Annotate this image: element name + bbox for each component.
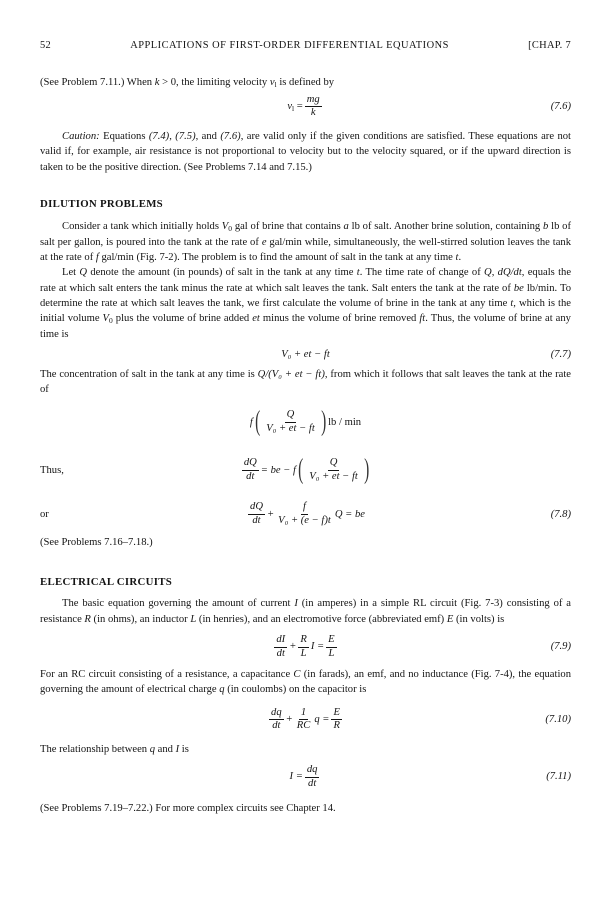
dilution-paragraph-1: Consider a tank which initially holds $V_0$ gal of brine that contains a lb of salt. Another brine solution, containing b lb of salt per gallon, is poured into the tank at the rate of e gal/min while, simultaneously, the well-stirred solution leaves the tank at the rate of f gal/min (Fig. 7-2). The problem is to find the amount of salt in the tank at any time t.	[40, 220, 571, 263]
equation-label: (7.7)	[550, 348, 571, 360]
running-head	[40, 38, 571, 53]
equation-thus: Thus, $\frac{dQ}{dt}$ = be − f ( $\frac{Q}{\text{V₀ + et − ft}}$ )	[40, 454, 370, 486]
thus-label: Thus,	[40, 464, 64, 476]
dilution-paragraph-3: The concentration of salt in the tank at any time is Q/(V₀ + et − ft), from which it follows that salt leaves the tank at the rate of	[40, 368, 572, 395]
document-page	[40, 38, 571, 816]
equation-label: (7.8)	[550, 508, 571, 520]
dilution-see-problems: (See Problems 7.16–7.18.)	[40, 537, 153, 549]
circuits-paragraph-3: The relationship between q and I is	[40, 743, 189, 755]
page-number: 52	[40, 40, 51, 51]
equation-label: (7.10)	[545, 714, 571, 726]
equation-7-10: $\frac{dq}{dt}$ + $\frac{1}{RC}$ q = $\frac{E}{R}$ (7.10)	[271, 706, 571, 732]
equation-outflow-rate: f ( $\frac{Q}{\text{V₀ + et − ft}}$ ) lb / min	[249, 406, 362, 438]
section-heading-dilution: DILUTION PROBLEMS	[40, 198, 163, 211]
equation-7-8: or $\frac{dQ}{dt}$ + $\frac{f}{\text{V₀ + (e − f)t}}$ Q = be (7.8)	[40, 501, 571, 526]
chapter-label: [CHAP. 7	[528, 40, 571, 51]
section-heading-circuits: ELECTRICAL CIRCUITS	[40, 575, 172, 588]
limiting-velocity-intro: (See Problem 7.11.) When k > 0, the limiting velocity $v_l$ is defined by	[40, 77, 335, 90]
equation-7-9: $\frac{dI}{dt}$ + $\frac{R}{L}$ I = $\frac{E}{L}$ (7.9)	[276, 633, 571, 659]
equation-label: (7.6)	[550, 101, 571, 113]
or-label: or	[40, 508, 49, 520]
equation-label: (7.9)	[550, 641, 571, 653]
running-title: APPLICATIONS OF FIRST-ORDER DIFFERENTIAL EQUATIONS	[130, 40, 449, 51]
equation-7-7: V₀ + et − ft (7.7)	[40, 343, 571, 367]
circuits-paragraph-2: For an RC circuit consisting of a resistance, a capacitance C (in farads), an emf, and no inductance (Fig. 7-4), the equation governing the amount of electrical charge q (in coulombs) on the capacitor is	[40, 669, 571, 696]
equation-7-11: I = $\frac{dq}{dt}$ (7.11)	[289, 763, 571, 789]
equation-7-6: $v_l$ = $\frac{mg}{k}$ (7.6)	[287, 93, 571, 119]
circuits-see-problems: (See Problems 7.19–7.22.) For more complex circuits see Chapter 14.	[40, 803, 336, 815]
caution-paragraph: Caution: Equations (7.4), (7.5), and (7.6), are valid only if the given conditions are satisfied. These equations are not valid if, for example, air resistance is not proportional to velocity but to the velocity squared, or if the upward direction is taken to be the positive direction. (See Problems 7.14 and 7.15.)	[40, 130, 572, 173]
circuits-paragraph-1: The basic equation governing the amount of current I (in amperes) in a simple RL circuit (Fig. 7-3) consisting of a resistance R (in ohms), an inductor L (in henries), and an electromotive force (abbreviated emf) E (in volts) is	[40, 598, 571, 625]
dilution-paragraph-2: Let Q denote the amount (in pounds) of salt in the tank at any time t. The time rate of change of Q, dQ/dt, equals the rate at which salt enters the tank minus the rate at which salt leaves the tank. Salt enters the tank at the rate of be lb/min. To determine the rate at which salt leaves the tank, we first calculate the volume of brine in the tank at any time t, which is the initial volume $V_0$ plus the volume of brine added et minus the volume of brine removed ft. Thus, the volume of brine at any time is	[40, 267, 572, 341]
equation-label: (7.11)	[546, 771, 571, 783]
